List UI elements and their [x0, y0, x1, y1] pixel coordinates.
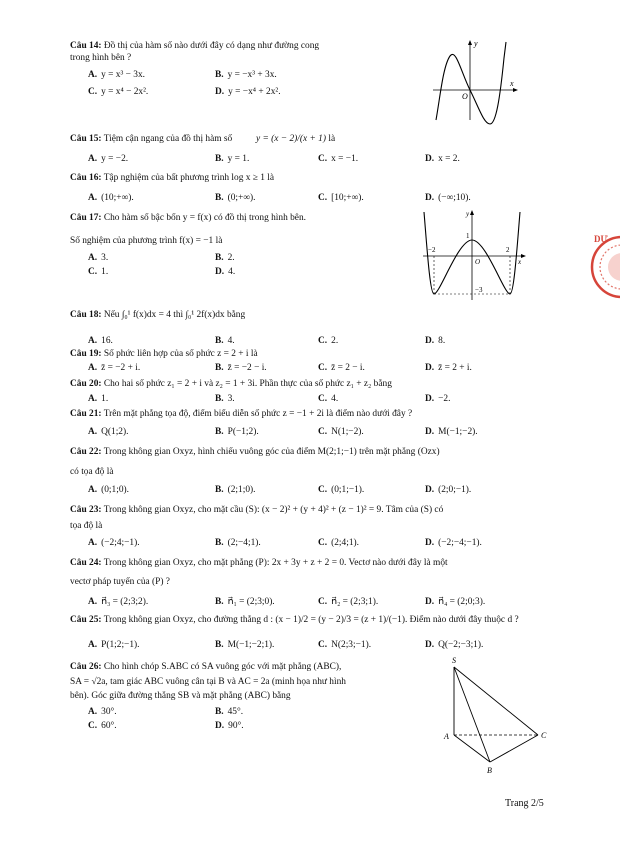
- q22-option-d: D. (2;0;−1).: [425, 485, 472, 495]
- q26-option-a: A. 30°.: [88, 707, 117, 717]
- q25-option-a: A. P(1;2;−1).: [88, 640, 140, 650]
- q22-option-b: B. (2;1;0).: [215, 485, 256, 495]
- q26-line3: bên). Góc giữa đường thẳng SB và mặt phẳng (ABC) bằng: [70, 691, 291, 701]
- q15-line: Câu 15: Tiệm cận ngang của đồ thị hàm số: [70, 134, 233, 144]
- q15-formula: y = (x − 2)/(x + 1) là: [256, 134, 336, 144]
- q21-option-b: B. P(−1;2).: [215, 427, 259, 437]
- q26-label-s: S: [452, 656, 456, 665]
- q19-option-c: C. z̄ = 2 − i.: [318, 363, 365, 373]
- q18-option-d: D. 8.: [425, 336, 446, 346]
- q25-line: Câu 25: Trong không gian Oxyz, cho đường thẳng d : (x − 1)/2 = (y − 2)/3 = (z + 1)/(−1). Điểm nào dưới đây thuộc d ?: [70, 615, 519, 625]
- q23-option-a: A. (−2;4;−1).: [88, 538, 140, 548]
- page-number: Trang 2/5: [505, 798, 544, 809]
- q26-pyramid-figure: [440, 655, 550, 780]
- q17-tick-left: −2: [428, 246, 436, 254]
- red-stamp: [592, 222, 620, 312]
- q24-line2: vectơ pháp tuyến của (P) ?: [70, 577, 170, 587]
- q24-line1: Câu 24: Trong không gian Oxyz, cho mặt phẳng (P): 2x + 3y + z + 2 = 0. Vectơ nào dưới đây là một: [70, 558, 448, 568]
- q15-option-a: A. y = −2.: [88, 154, 129, 164]
- q24-option-b: B. n⃗₁ = (2;3;0).: [215, 597, 275, 607]
- q20-option-c: C. 4.: [318, 394, 339, 404]
- q26-line1: Câu 26: Cho hình chóp S.ABC có SA vuông góc với mặt phẳng (ABC),: [70, 662, 342, 672]
- q22-option-a: A. (0;1;0).: [88, 485, 129, 495]
- q18-option-a: A. 16.: [88, 336, 113, 346]
- q22-line2: có tọa độ là: [70, 467, 114, 477]
- q14-y-label: y: [474, 39, 478, 48]
- q26-option-d: D. 90°.: [215, 721, 244, 731]
- q17-option-d: D. 4.: [215, 267, 236, 277]
- q14-x-label: x: [510, 79, 514, 88]
- q14-option-c: C. y = x⁴ − 2x².: [88, 87, 149, 97]
- q18-line: Câu 18: Nếu ∫₀¹ f(x)dx = 4 thì ∫₀¹ 2f(x)dx bằng: [70, 310, 246, 320]
- q14-origin-label: O: [462, 92, 468, 101]
- q19-option-a: A. z̄ = −2 + i.: [88, 363, 141, 373]
- q26-option-b: B. 45°.: [215, 707, 244, 717]
- q23-option-d: D. (−2;−4;−1).: [425, 538, 482, 548]
- q21-line: Câu 21: Trên mặt phẳng tọa độ, điểm biểu diễn số phức z = −1 + 2i là điểm nào dưới đây ?: [70, 409, 413, 419]
- q20-option-a: A. 1.: [88, 394, 109, 404]
- q26-label-a: A: [444, 732, 449, 741]
- q20-option-d: D. −2.: [425, 394, 451, 404]
- q17-line2: Số nghiệm của phương trình f(x) = −1 là: [70, 236, 223, 246]
- q22-option-c: C. (0;1;−1).: [318, 485, 365, 495]
- q23-option-b: B. (2;−4;1).: [215, 538, 261, 548]
- q26-option-c: C. 60°.: [88, 721, 117, 731]
- q19-option-d: D. z̄ = 2 + i.: [425, 363, 472, 373]
- q17-y-label: y: [466, 210, 470, 218]
- q17-option-c: C. 1.: [88, 267, 109, 277]
- q21-option-d: D. M(−1;−2).: [425, 427, 478, 437]
- q19-option-b: B. z̄ = −2 − i.: [215, 363, 267, 373]
- q21-option-a: A. Q(1;2).: [88, 427, 129, 437]
- q26-label-b: B: [487, 766, 492, 775]
- q17-tick-bottom: −3: [475, 286, 483, 294]
- q14-line1: Câu 14: Đồ thị của hàm số nào dưới đây có dạng như đường cong: [70, 41, 320, 51]
- q14-option-a: A. y = x³ − 3x.: [88, 70, 145, 80]
- q26-label-c: C: [541, 731, 547, 740]
- q25-option-b: B. M(−1;−2;1).: [215, 640, 275, 650]
- q14-option-b: B. y = −x³ + 3x.: [215, 70, 277, 80]
- q20-line: Câu 20: Cho hai số phức z₁ = 2 + i và z₂ = 1 + 3i. Phần thực của số phức z₁ + z₂ bằng: [70, 379, 392, 389]
- q17-option-a: A. 3.: [88, 253, 109, 263]
- stamp-text: DỰ: [594, 234, 608, 244]
- q16-option-c: C. [10;+∞).: [318, 193, 364, 203]
- q24-option-d: D. n⃗₄ = (2;0;3).: [425, 597, 486, 607]
- q26-line2: SA = √2a, tam giác ABC vuông cân tại B và AC = 2a (minh họa như hình: [70, 677, 346, 687]
- q24-option-c: C. n⃗₂ = (2;3;1).: [318, 597, 379, 607]
- q15-option-c: C. x = −1.: [318, 154, 359, 164]
- q16-line: Câu 16: Tập nghiệm của bất phương trình log x ≥ 1 là: [70, 173, 275, 183]
- q17-origin-label: O: [475, 258, 481, 266]
- q17-x-label: x: [518, 258, 522, 266]
- q25-option-d: D. Q(−2;−3;1).: [425, 640, 484, 650]
- q17-tick-right: 2: [506, 246, 510, 254]
- q17-option-b: B. 2.: [215, 253, 235, 263]
- q19-line: Câu 19: Số phức liên hợp của số phức z = 2 + i là: [70, 349, 258, 359]
- q17-tick-top: 1: [466, 232, 470, 240]
- q16-option-d: D. (−∞;10).: [425, 193, 471, 203]
- q17-graph: [420, 208, 530, 303]
- q22-line1: Câu 22: Trong không gian Oxyz, hình chiếu vuông góc của điểm M(2;1;−1) trên mặt phẳng (Ozx): [70, 447, 440, 457]
- q23-line2: tọa độ là: [70, 521, 103, 531]
- q15-option-b: B. y = 1.: [215, 154, 250, 164]
- q18-option-c: C. 2.: [318, 336, 339, 346]
- q23-line1: Câu 23: Trong không gian Oxyz, cho mặt cầu (S): (x − 2)² + (y + 4)² + (z − 1)² = 9. Tâm của (S) có: [70, 505, 444, 515]
- q15-option-d: D. x = 2.: [425, 154, 460, 164]
- q14-graph: [430, 38, 520, 123]
- q25-option-c: C. N(2;3;−1).: [318, 640, 372, 650]
- q24-option-a: A. n⃗₃ = (2;3;2).: [88, 597, 149, 607]
- q16-option-a: A. (10;+∞).: [88, 193, 134, 203]
- q16-option-b: B. (0;+∞).: [215, 193, 256, 203]
- q21-option-c: C. N(1;−2).: [318, 427, 364, 437]
- q18-option-b: B. 4.: [215, 336, 235, 346]
- q14-line2: trong hình bên ?: [70, 53, 132, 63]
- q20-option-b: B. 3.: [215, 394, 235, 404]
- q14-option-d: D. y = −x⁴ + 2x².: [215, 87, 281, 97]
- q17-line1: Câu 17: Cho hàm số bậc bốn y = f(x) có đồ thị trong hình bên.: [70, 213, 306, 223]
- q23-option-c: C. (2;4;1).: [318, 538, 359, 548]
